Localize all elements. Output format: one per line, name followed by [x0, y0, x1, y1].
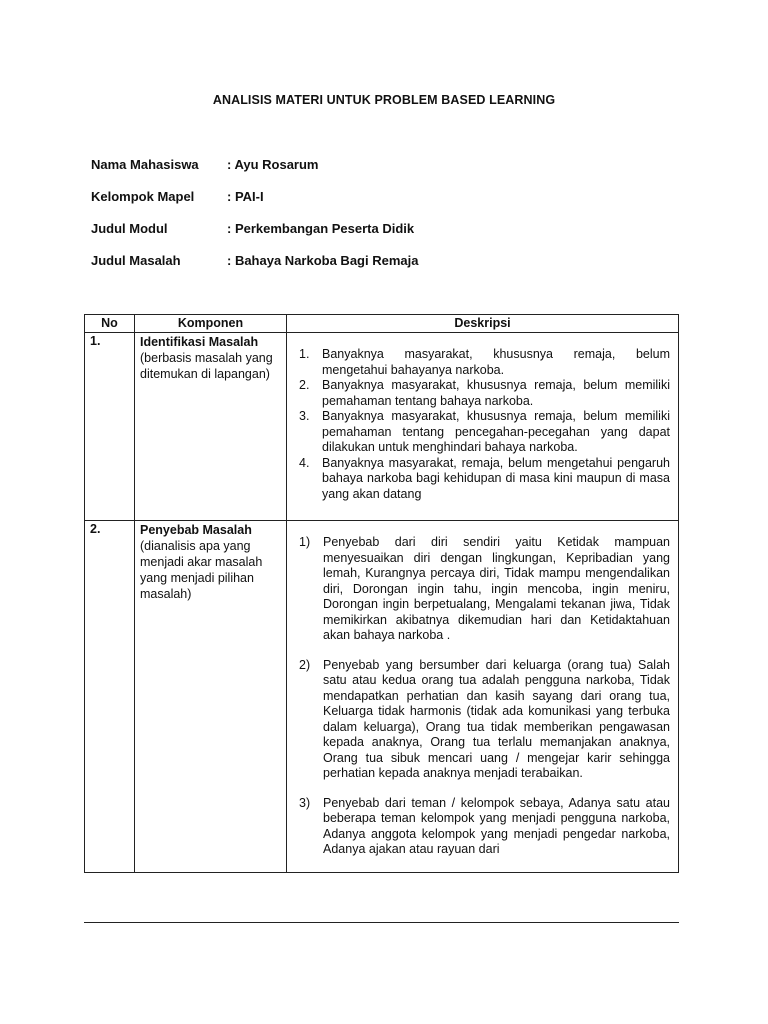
list-item: [299, 796, 670, 858]
list-item-number: 4.: [299, 455, 310, 470]
list-item-text: Penyebab yang bersumber dari keluarga (orang tua) Salah satu atau kedua orang tua adalah pengguna narkoba, Tidak mendapatkan perhatian dan kasih sayang dari orang tua, Keluarga tidak harmonis (tidak ada komunikasi yang terbuka dalam keluarga), Orang tua tidak memberikan pengawasan kepada anaknya, Orang tua terlalu memanjakan anaknya, Orang tua sibuk mencari uang / mengejar karir sehingga perhatian kepada anaknya menjadi terabaikan.: [323, 657, 670, 780]
list-item: [299, 409, 670, 456]
list-item-text: Penyebab dari diri sendiri yaitu Ketidak mampuan menyesuaikan diri dengan lingkungan, Kepribadian yang lemah, Kurangnya percaya diri, Tidak mampu mengendalikan diri, Dorongan ingin tahu, ingin mencoba, ingin meniru, Dorongan ingin berpetualang, Mengalami tekanan jiwa, Tidak memikirkan akibatnya dikemudian hari dan Ketidaktahuan akan bahaya narkoba .: [323, 535, 670, 642]
row-number: 2.: [85, 521, 135, 873]
meta-value: : Ayu Rosarum: [227, 157, 319, 172]
komponen-description: (dianalisis apa yang menjadi akar masalah yang menjadi pilihan masalah): [140, 539, 263, 601]
list-item-number: 1.: [299, 347, 310, 361]
komponen-title: Penyebab Masalah: [140, 523, 252, 537]
meta-label: Judul Modul: [91, 221, 168, 236]
header-komponen: Komponen: [135, 315, 287, 333]
page-title: ANALISIS MATERI UNTUK PROBLEM BASED LEARNING: [212, 93, 556, 107]
meta-label: Kelompok Mapel: [91, 189, 195, 204]
list-item-number: 2.: [299, 378, 310, 392]
list-item: [299, 378, 670, 409]
list-item-text: Penyebab dari teman / kelompok sebaya, Adanya satu atau beberapa teman kelompok yang menjadi pengguna narkoba, Adanya anggota kelompok yang menjadi pengedar narkoba, Adanya ajakan atau rayuan dari: [323, 795, 670, 856]
meta-label: Judul Masalah: [91, 253, 181, 268]
komponen-cell: [135, 521, 287, 873]
header-deskripsi: Deskripsi: [287, 315, 679, 333]
deskripsi-cell: [287, 521, 679, 873]
list-item: [299, 347, 670, 378]
meta-label: Nama Mahasiswa: [91, 157, 199, 172]
list-item-text: Banyaknya masyarakat, khususnya remaja, belum memiliki pemahaman tentang bahaya narkoba.: [322, 378, 670, 408]
deskripsi-cell: [287, 333, 679, 521]
list-item-text: Banyaknya masyarakat, khususnya remaja, belum memiliki pemahaman tentang pencegahan-pecegahan yang dapat dilakukan untuk menghindari bahaya narkoba.: [322, 409, 670, 454]
analysis-table-container: [84, 314, 679, 923]
header-no: No: [85, 315, 135, 333]
list-item-number: 1): [299, 535, 311, 549]
meta-value: : PAI-I: [227, 189, 264, 204]
list-item-text: Banyaknya masyarakat, remaja, belum mengetahui pengaruh bahaya narkoba bagi kehidupan di masa kini maupun di masa yang akan datang: [322, 455, 670, 501]
komponen-title: Identifikasi Masalah: [140, 335, 259, 349]
list-item-number: 3.: [299, 409, 310, 423]
list-item-number: 2): [299, 657, 311, 672]
list-item: [299, 535, 670, 644]
komponen-cell: [135, 333, 287, 521]
list-item: [299, 658, 670, 782]
list-item-number: 3): [299, 795, 311, 810]
deskripsi-list: [299, 347, 670, 502]
analysis-table: [84, 314, 679, 873]
komponen-description: (berbasis masalah yang ditemukan di lapangan): [140, 351, 273, 381]
meta-value: : Perkembangan Peserta Didik: [227, 221, 415, 236]
list-item: [299, 456, 670, 503]
meta-value: : Bahaya Narkoba Bagi Remaja: [227, 253, 419, 268]
deskripsi-list: [299, 535, 670, 858]
list-item-text: Banyaknya masyarakat, khususnya remaja, belum mengetahui bahayanya narkoba.: [322, 347, 670, 377]
row-number: 1.: [85, 333, 135, 521]
table-row: [85, 333, 679, 521]
table-header-row: [85, 315, 679, 333]
table-row: [85, 521, 679, 873]
